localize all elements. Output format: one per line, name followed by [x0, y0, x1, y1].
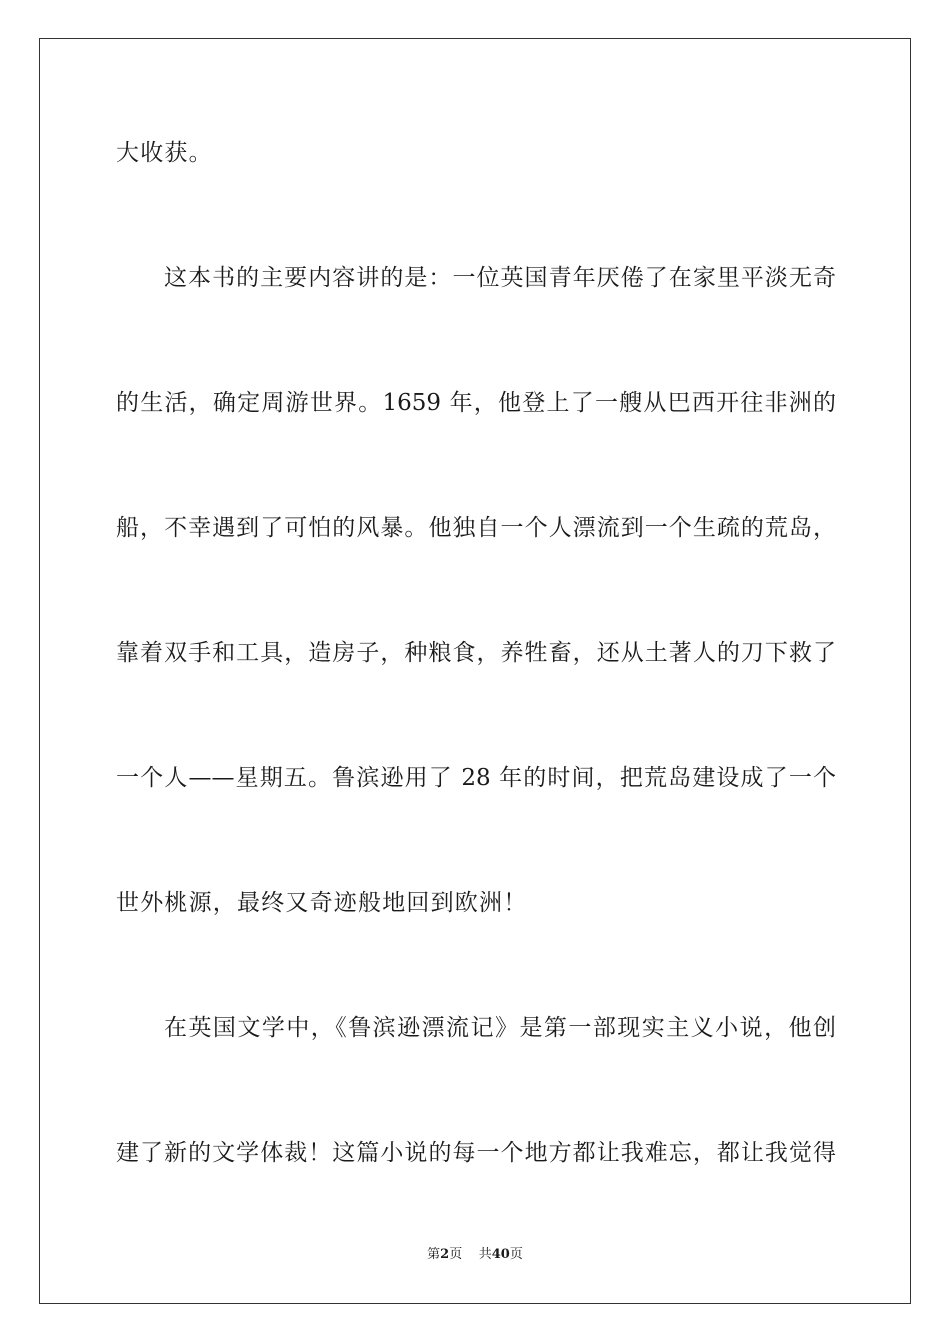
footer-page-prefix: 第 — [427, 1247, 441, 1262]
paragraph-line-8: 在英国文学中，《鲁滨逊漂流记》是第一部现实主义小说，他创 — [164, 1015, 836, 1041]
paragraph-line-1: 大收获。 — [116, 140, 213, 166]
footer-page-number: 2 — [440, 1247, 450, 1262]
page-frame — [39, 38, 911, 1304]
paragraph-line-5: 靠着双手和工具，造房子，种粮食，养牲畜，还从土著人的刀下救了 — [116, 640, 836, 666]
paragraph-line-2: 这本书的主要内容讲的是：一位英国青年厌倦了在家里平淡无奇 — [164, 265, 836, 291]
footer-total-prefix: 共 — [478, 1247, 492, 1262]
paragraph-line-4: 船，不幸遇到了可怕的风暴。他独自一个人漂流到一个生疏的荒岛， — [116, 515, 836, 541]
footer-total-pages: 40 — [491, 1247, 510, 1262]
footer-total-suffix: 页 — [509, 1247, 523, 1262]
paragraph-line-9: 建了新的文学体裁！这篇小说的每一个地方都让我难忘，都让我觉得 — [116, 1140, 836, 1166]
footer-page-suffix: 页 — [449, 1247, 463, 1262]
paragraph-line-7: 世外桃源，最终又奇迹般地回到欧洲！ — [116, 890, 528, 916]
paragraph-line-6: 一个人——星期五。鲁滨逊用了 28 年的时间，把荒岛建设成了一个 — [116, 765, 836, 791]
paragraph-line-3: 的生活，确定周游世界。1659 年，他登上了一艘从巴西开往非洲的 — [116, 390, 836, 416]
page-footer — [0, 1246, 950, 1264]
